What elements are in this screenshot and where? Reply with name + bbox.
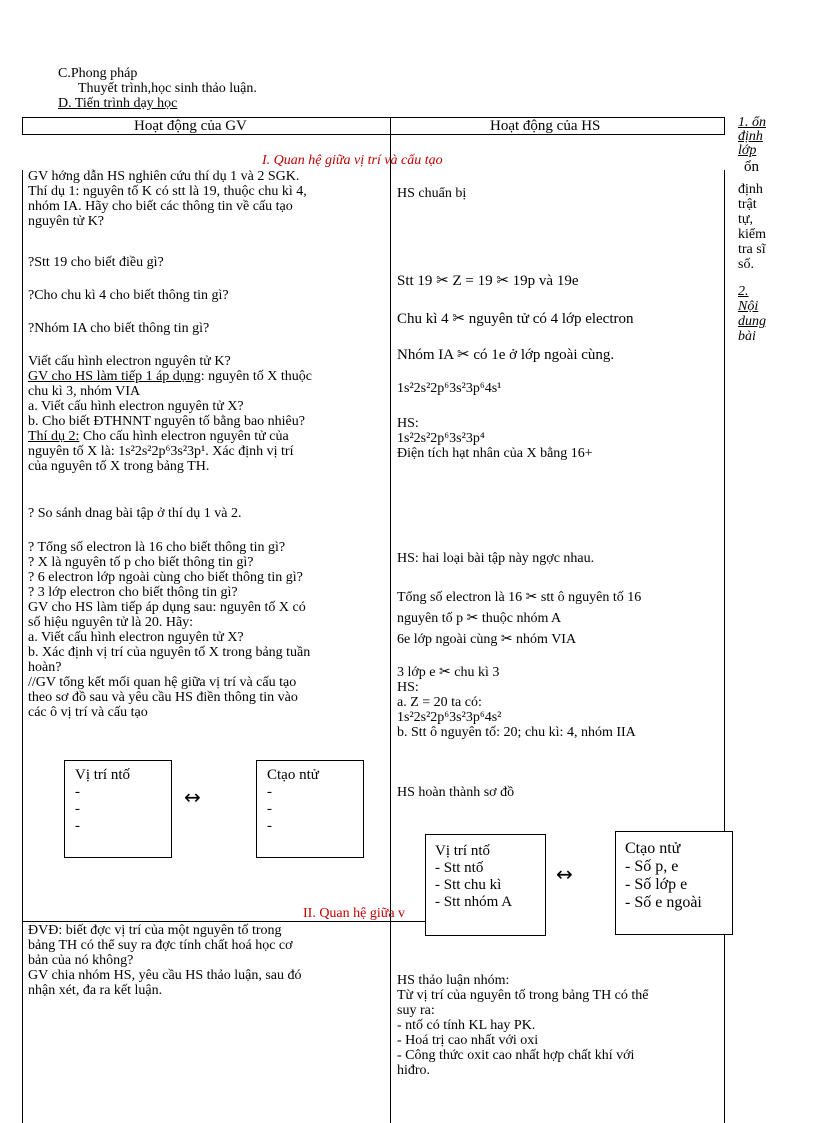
diagram-box-item: - Số p, e	[625, 858, 679, 875]
diagram-hs-position-box	[425, 834, 546, 936]
hs-line: Từ vị trí của nguyên tố trong bảng TH có thể	[397, 988, 649, 1003]
hs-line: 1s²2s²2p⁶3s²3p⁴	[397, 431, 485, 446]
gv-line: bản của nó không?	[28, 953, 134, 968]
gv-line: ? 6 electron lớp ngoài cùng cho biết thông tin gì?	[28, 570, 303, 585]
side-note-line: dung	[738, 314, 766, 329]
hs-line: b. Stt ô nguyên tố: 20; chu kì: 4, nhóm IIA	[397, 725, 636, 740]
side-note-line: 1. ổn	[738, 115, 766, 130]
gv-line: a. Viết cấu hình electron nguyên tử X?	[28, 630, 244, 645]
gv-column-part4	[28, 923, 386, 998]
side-note-line: ổn	[744, 159, 759, 175]
gv-line: //GV tổng kết mối quan hệ giữa vị trí và cấu tạo	[28, 675, 297, 690]
diagram-box-item: - Stt nhóm A	[435, 894, 513, 910]
side-note-line: kiểm	[738, 227, 766, 242]
hs-block	[397, 416, 593, 461]
hs-answer: HS hoàn thành sơ đồ	[397, 785, 515, 800]
gv-underlined: GV cho HS làm tiếp 1 áp dụng	[28, 369, 201, 384]
gv-line: b. Cho biết ĐTHNNT nguyên tố bằng bao nhiêu?	[28, 414, 305, 429]
hs-answer: HS: hai loại bài tập này ngợc nhau.	[397, 551, 595, 566]
column-header-gv: Hoạt động của GV	[134, 118, 247, 134]
hs-column-part4	[397, 973, 722, 1078]
table-middle-border	[390, 117, 391, 1123]
diagram-box-item: -	[75, 801, 80, 817]
diagram-box-title: Ctạo ntử	[267, 767, 319, 783]
gv-text: : nguyên tố X thuộc	[200, 369, 312, 384]
side-note-line: tự,	[738, 212, 753, 227]
gv-line: ? 3 lớp electron cho biết thông tin gì?	[28, 585, 238, 600]
diagram-box-title: Ctạo ntử	[625, 840, 681, 857]
gv-line: ĐVĐ: biết đợc vị trí của một nguyên tố trong	[28, 923, 282, 938]
gv-text: Cho cấu hình electron nguyên tử của	[79, 429, 289, 444]
column-header-hs: Hoạt động của HS	[490, 118, 601, 134]
hs-line: HS:	[397, 680, 419, 695]
diagram-hs-structure-box	[615, 831, 733, 935]
gv-line: a. Viết cấu hình electron nguyên tử X?	[28, 399, 244, 414]
side-note-line: Nội	[738, 299, 759, 314]
hs-line: HS:	[397, 416, 419, 431]
gv-line: ? Tổng số electron là 16 cho biết thông tin gì?	[28, 540, 286, 555]
hs-block	[397, 665, 636, 740]
gv-line: theo sơ đồ sau và yêu cầu HS điền thông tin vào	[28, 690, 298, 705]
hs-line: 3 lớp e ✂ chu kì 3	[397, 665, 500, 680]
side-note-text2	[738, 182, 766, 272]
gv-question: ?Stt 19 cho biết điều gì?	[28, 255, 164, 270]
gv-line: nhận xét, đa ra kết luận.	[28, 983, 163, 998]
gv-line: ? X là nguyên tố p cho biết thông tin gì?	[28, 555, 254, 570]
side-note-line: định	[738, 129, 763, 144]
hs-line: suy ra:	[397, 1003, 435, 1018]
side-note-line: số.	[738, 257, 754, 272]
hs-line: 6e lớp ngoài cùng ✂ nhóm VIA	[397, 632, 577, 647]
diagram-box-title: Vị trí ntố	[435, 843, 490, 859]
double-arrow-icon: ↔	[184, 785, 201, 809]
diagram-box-item: -	[267, 801, 272, 817]
gv-line: GV chia nhóm HS, yêu cầu HS thảo luận, sau đó	[28, 968, 302, 983]
hs-answer: Stt 19 ✂ Z = 19 ✂ 19p và 19e	[397, 273, 579, 289]
gv-column-part3	[28, 540, 386, 720]
diagram-gv-structure-box	[256, 760, 364, 858]
gv-line: các ô vị trí và cấu tạo	[28, 705, 148, 720]
hs-line: nguyên tố p ✂ thuộc nhóm A	[397, 611, 562, 626]
table-top-border	[22, 117, 725, 118]
gv-line: Viết cấu hình electron nguyên tử K?	[28, 354, 231, 369]
table-header-border	[22, 134, 725, 135]
gv-line: của nguyên tố X trong bảng TH.	[28, 459, 210, 474]
side-note-line: trật	[738, 197, 757, 212]
diagram-box-title: Vị trí ntố	[75, 767, 130, 783]
side-note-line: lớp	[738, 143, 757, 158]
gv-question: ? So sánh dnag bài tập ở thí dụ 1 và 2.	[28, 506, 242, 521]
gv-line	[28, 429, 386, 444]
gv-question: ?Nhóm IA cho biết thông tin gì?	[28, 321, 210, 336]
gv-line: GV cho HS làm tiếp áp dụng sau: nguyên tố X có	[28, 600, 306, 615]
section-c-title: C.Phong pháp	[58, 66, 138, 81]
side-note-text	[744, 160, 759, 175]
table-left-border	[22, 170, 23, 1123]
gv-line: GV hớng dẫn HS nghiên cứu thí dụ 1 và 2 SGK.	[28, 169, 300, 184]
gv-line: nhóm IA. Hãy cho biết các thông tin về cấu tạo	[28, 199, 293, 214]
diagram-box-item: -	[75, 818, 80, 834]
section2-title: II. Quan hệ giữa v	[303, 906, 406, 921]
hs-line: - Công thức oxit cao nhất hợp chất khí với	[397, 1048, 635, 1063]
gv-line: chu kì 3, nhóm VIA	[28, 384, 141, 399]
side-note-line: bài	[738, 329, 756, 344]
gv-line: Thí dụ 1: nguyên tố K có stt là 19, thuộc chu kì 4,	[28, 184, 307, 199]
side-note	[738, 116, 766, 158]
gv-column-part2	[28, 354, 386, 474]
hs-answer: HS chuẩn bị	[397, 186, 467, 201]
section1-title: I. Quan hệ giữa vị trí và cấu tạo	[262, 153, 443, 168]
hs-answer: Chu kì 4 ✂ nguyên tử có 4 lớp electron	[397, 311, 634, 327]
hs-answer: Nhóm IA ✂ có 1e ở lớp ngoài cùng.	[397, 347, 615, 363]
gv-line: số hiệu nguyên tử là 20. Hãy:	[28, 615, 194, 630]
section-c-text: Thuyết trình,học sinh thảo luận.	[78, 81, 257, 96]
diagram-box-item: - Stt chu kì	[435, 877, 502, 893]
hs-line: - ntố có tính KL hay PK.	[397, 1018, 536, 1033]
hs-line: - Hoá trị cao nhất với oxi	[397, 1033, 539, 1048]
table-left-border-top	[22, 117, 23, 135]
side-note-line: tra sĩ	[738, 242, 766, 257]
side-note-line: 2.	[738, 284, 749, 299]
gv-question: ?Cho chu kì 4 cho biết thông tin gì?	[28, 288, 229, 303]
diagram-box-item: - Số lớp e	[625, 876, 688, 893]
diagram-box-item: -	[75, 784, 80, 800]
hs-line: a. Z = 20 ta có:	[397, 695, 482, 710]
gv-underlined: Thí dụ 2:	[28, 429, 80, 444]
hs-answer: 1s²2s²2p⁶3s²3p⁶4s¹	[397, 381, 502, 396]
section2-border	[22, 921, 426, 922]
hs-line: 1s²2s²2p⁶3s²3p⁶4s²	[397, 710, 502, 725]
side-note-line: định	[738, 182, 763, 197]
table-right-border	[724, 170, 725, 1123]
section-d-title: D. Tiến trình dạy học	[58, 96, 178, 111]
side-note-content	[738, 284, 766, 344]
gv-line: nguyên tử K?	[28, 214, 105, 229]
diagram-box-item: - Stt ntố	[435, 860, 484, 876]
diagram-box-item: - Số e ngoài	[625, 894, 702, 911]
diagram-box-item: -	[267, 818, 272, 834]
diagram-box-item: -	[267, 784, 272, 800]
gv-line: hoàn?	[28, 660, 62, 675]
gv-line: b. Xác định vị trí của nguyên tố X trong bảng tuần	[28, 645, 311, 660]
hs-line: Điện tích hạt nhân của X bằng 16+	[397, 446, 593, 461]
gv-column-part1	[28, 169, 386, 229]
double-arrow-icon: ↔	[556, 862, 573, 886]
hs-line: HS thảo luận nhóm:	[397, 973, 510, 988]
table-right-border-top	[724, 117, 725, 135]
gv-line: nguyên tố X là: 1s²2s²2p⁶3s²3p¹. Xác định vị trí	[28, 444, 294, 459]
hs-block	[397, 587, 641, 650]
gv-line: bảng TH có thể suy ra đợc tính chất hoá học cơ	[28, 938, 293, 953]
hs-line: hiđro.	[397, 1063, 431, 1078]
diagram-gv-position-box	[64, 760, 172, 858]
hs-line: Tổng số electron là 16 ✂ stt ô nguyên tố 16	[397, 590, 642, 605]
gv-line	[28, 369, 386, 384]
